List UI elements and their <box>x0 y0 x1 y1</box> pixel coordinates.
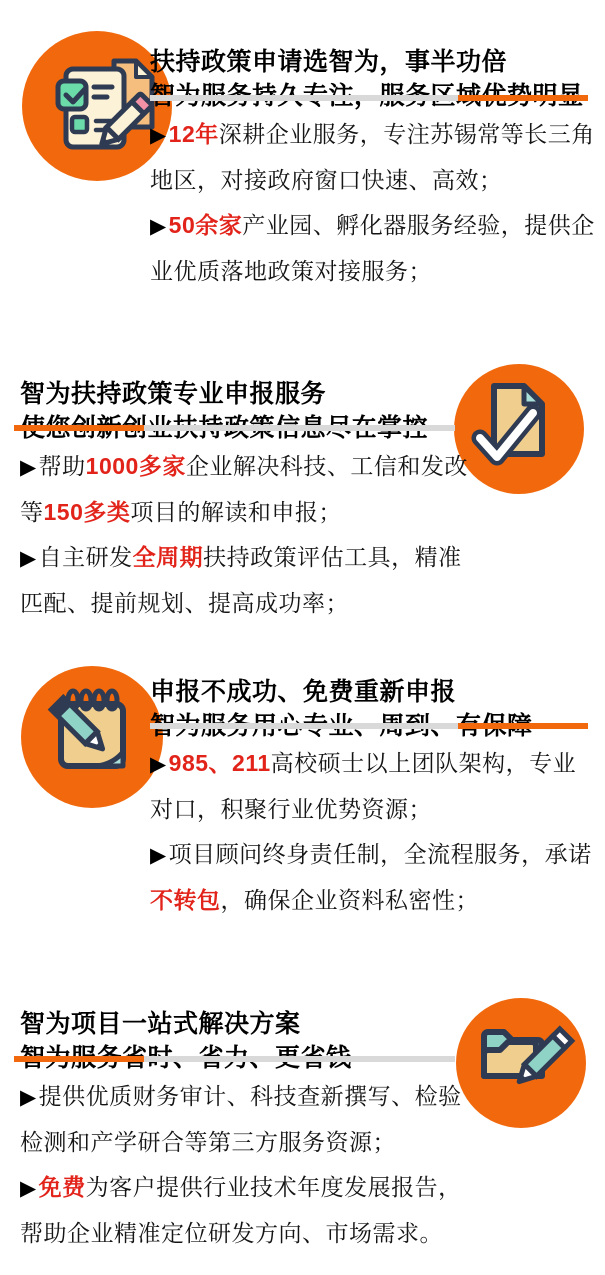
folder-pencil-icon <box>456 998 586 1128</box>
bullet-arrow-icon: ▶ <box>150 124 167 147</box>
section-divider <box>150 95 588 101</box>
section-heading <box>20 1007 352 1075</box>
bullet-text: ，确保企业资料私密性； <box>220 887 479 913</box>
bullet-text: 项目的解读和申报； <box>130 499 342 525</box>
bullet-text-highlight: 985、211 <box>168 750 271 776</box>
heading-line-1: 智为项目一站式解决方案 <box>20 1009 301 1038</box>
bullet-arrow-icon: ▶ <box>20 456 37 479</box>
bullet-arrow-icon: ▶ <box>150 844 167 867</box>
divider-orange-segment <box>458 723 588 729</box>
bullet-text: 自主研发 <box>38 544 133 570</box>
notepad-pencil-icon <box>21 666 163 808</box>
bullet-text: 产业园、孵化器服务经验，提供企业优质落地政策对接服务； <box>150 212 595 284</box>
bullet-item <box>20 1165 472 1256</box>
bullet-text: 提供优质财务审计、科技查新撰写、检验检测和产学研合等第三方服务资源； <box>20 1083 462 1155</box>
bullet-text-highlight: 免费 <box>38 1174 86 1200</box>
bullet-item <box>150 832 595 923</box>
bullet-text-highlight: 150多类 <box>43 499 131 525</box>
bullet-text-highlight: 50余家 <box>168 212 243 238</box>
section-divider <box>150 723 588 729</box>
bullet-item <box>150 112 595 203</box>
heading-line-1: 扶持政策申请选智为，事半功倍 <box>150 47 508 76</box>
bullet-item <box>20 535 472 626</box>
section-heading <box>20 377 428 445</box>
section-heading <box>150 675 533 743</box>
divider-orange-segment <box>14 1056 144 1062</box>
divider-gray-segment <box>144 1056 455 1062</box>
section-heading <box>150 45 584 113</box>
section-bullets <box>20 1074 472 1256</box>
bullet-text-highlight: 1000多家 <box>85 453 186 479</box>
document-check-icon <box>454 364 584 494</box>
bullet-text: 深耕企业服务，专注苏锡常等长三角地区，对接政府窗口快速、高效； <box>150 121 595 193</box>
bullet-arrow-icon: ▶ <box>20 547 37 570</box>
bullet-arrow-icon: ▶ <box>20 1086 37 1109</box>
bullet-item <box>20 1074 472 1165</box>
bullet-text: 企业解决科技、工信和发改等 <box>20 453 468 525</box>
divider-gray-segment <box>150 723 458 729</box>
section-bullets <box>150 112 595 294</box>
heading-line-1: 申报不成功、免费重新申报 <box>150 677 457 706</box>
divider-orange-segment <box>458 95 588 101</box>
divider-gray-segment <box>150 95 458 101</box>
section-divider <box>14 1056 455 1062</box>
bullet-item <box>150 203 595 294</box>
divider-orange-segment <box>14 425 144 431</box>
bullet-text: 项目顾问终身责任制，全流程服务，承诺 <box>168 841 592 867</box>
bullet-text: 为客户提供行业技术年度发展报告，帮助企业精准定位研发方向、市场需求。 <box>20 1174 462 1246</box>
bullet-arrow-icon: ▶ <box>150 215 167 238</box>
section-bullets <box>150 741 595 923</box>
bullet-text: 帮助 <box>38 453 86 479</box>
bullet-text-highlight: 不转包 <box>150 887 221 913</box>
bullet-item <box>20 444 472 535</box>
bullet-item <box>150 741 595 832</box>
bullet-text: 高校硕士以上团队架构，专业对口，积聚行业优势资源； <box>150 750 577 822</box>
divider-gray-segment <box>144 425 455 431</box>
section-divider <box>14 425 455 431</box>
bullet-text: 扶持政策评估工具，精准匹配、提前规划、提高成功率； <box>20 544 462 616</box>
bullet-arrow-icon: ▶ <box>150 753 167 776</box>
bullet-arrow-icon: ▶ <box>20 1177 37 1200</box>
bullet-text-highlight: 12年 <box>168 121 219 147</box>
section-bullets <box>20 444 472 626</box>
bullet-text-highlight: 全周期 <box>132 544 204 570</box>
heading-line-1: 智为扶持政策专业申报服务 <box>20 379 327 408</box>
